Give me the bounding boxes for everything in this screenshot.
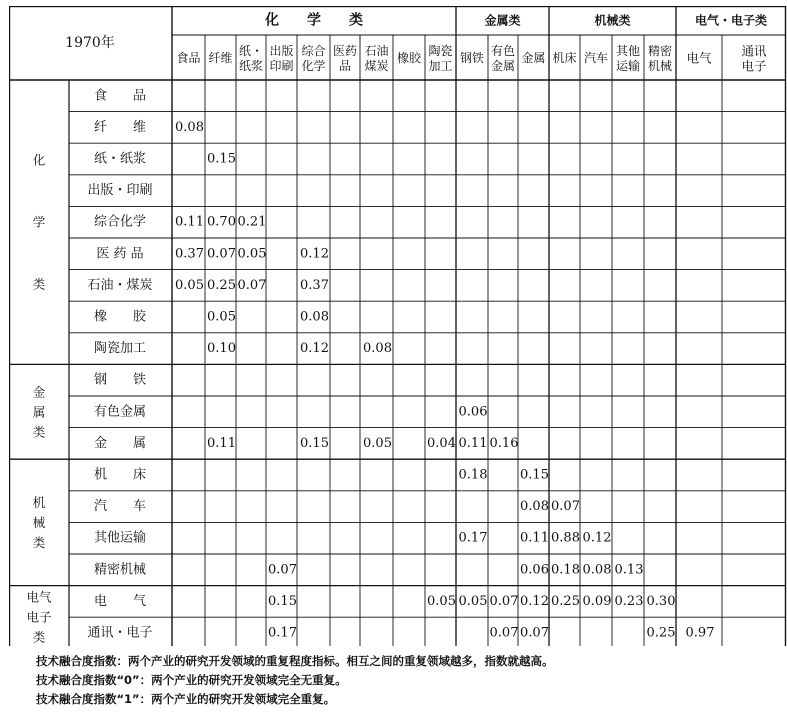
cell-value: 0.07 xyxy=(489,625,519,641)
cell-value: 0.05 xyxy=(207,309,236,325)
column-label: 综合 xyxy=(301,44,326,58)
cell-value: 0.08 xyxy=(175,119,204,135)
column-label: 钢铁 xyxy=(459,51,485,65)
cell-value: 0.12 xyxy=(300,341,329,357)
cell-value: 0.18 xyxy=(551,562,580,578)
cell-value: 0.08 xyxy=(363,341,392,357)
column-group-label: 机械类 xyxy=(594,13,631,28)
note-definition: 技术融合度指数：两个产业的研究开发领域的重复程度指标。相互之间的重复领域越多，指数就越高。 xyxy=(36,654,554,668)
column-label: 电子 xyxy=(741,58,767,74)
row-group-label: 电子 xyxy=(26,609,52,625)
cell-value: 0.15 xyxy=(268,593,297,609)
row-label: 纤 维 xyxy=(93,119,147,135)
cell-value: 0.25 xyxy=(646,625,676,641)
row-label: 机 床 xyxy=(93,467,147,483)
row-group-label: 化 xyxy=(32,152,46,168)
column-group-label: 化 学 类 xyxy=(265,12,363,29)
cell-value: 0.07 xyxy=(551,499,580,515)
row-group-label: 类 xyxy=(32,534,46,550)
row-label: 医 药 品 xyxy=(96,246,144,262)
note-zero: 技术融合度指数“0”：两个产业的研究开发领域完全无重复。 xyxy=(36,673,347,687)
row-label: 石油・煤炭 xyxy=(87,277,153,293)
cell-value: 0.07 xyxy=(520,625,549,641)
cell-value: 0.37 xyxy=(175,246,204,262)
column-label: 汽车 xyxy=(583,51,609,65)
column-label: 电气 xyxy=(686,50,712,66)
row-label: 钢 铁 xyxy=(93,372,147,388)
column-label: 金属 xyxy=(490,59,516,73)
row-group-label: 类 xyxy=(32,276,46,292)
cell-value: 0.23 xyxy=(614,593,644,609)
row-group-label: 属 xyxy=(32,404,46,420)
row-label: 综合化学 xyxy=(93,214,147,230)
cell-value: 0.97 xyxy=(685,625,715,641)
column-label: 机械 xyxy=(647,59,673,73)
column-label: 食品 xyxy=(176,51,201,65)
cell-value: 0.05 xyxy=(427,593,456,609)
row-label: 通讯・电子 xyxy=(87,625,153,641)
row-label: 汽 车 xyxy=(93,499,147,515)
cell-value: 0.11 xyxy=(458,435,488,451)
column-label: 有色 xyxy=(490,44,516,58)
fusion-index-table xyxy=(9,6,787,646)
cell-value: 0.06 xyxy=(458,404,488,420)
cell-value: 0.08 xyxy=(300,309,329,325)
column-label: 印刷 xyxy=(269,59,294,73)
row-label: 电 气 xyxy=(93,593,147,609)
row-label: 纸・纸浆 xyxy=(93,151,147,167)
cell-value: 0.11 xyxy=(520,530,549,546)
column-label: 其他 xyxy=(615,44,641,58)
cell-value: 0.07 xyxy=(489,593,519,609)
cell-value: 0.05 xyxy=(458,593,488,609)
column-label: 机床 xyxy=(552,51,577,65)
cell-value: 0.25 xyxy=(207,277,236,293)
cell-value: 0.08 xyxy=(520,499,549,515)
cell-value: 0.05 xyxy=(363,435,392,451)
column-label: 橡胶 xyxy=(396,51,422,65)
cell-value: 0.15 xyxy=(300,435,329,451)
cell-value: 0.21 xyxy=(237,214,267,230)
cell-value: 0.07 xyxy=(207,246,236,262)
column-label: 陶瓷 xyxy=(428,44,453,58)
cell-value: 0.05 xyxy=(237,246,267,262)
cell-value: 0.18 xyxy=(458,467,488,483)
column-label: 纤维 xyxy=(208,51,233,65)
column-label: 医药 xyxy=(332,44,358,58)
row-label: 橡 胶 xyxy=(93,309,147,325)
cell-value: 0.17 xyxy=(458,530,488,546)
cell-value: 0.12 xyxy=(582,530,612,546)
cell-value: 0.11 xyxy=(175,214,204,230)
row-label: 其他运输 xyxy=(93,530,147,546)
cell-value: 0.10 xyxy=(207,341,236,357)
row-group-label: 学 xyxy=(32,214,46,230)
cell-value: 0.11 xyxy=(207,435,236,451)
cell-value: 0.07 xyxy=(268,562,297,578)
cell-value: 0.25 xyxy=(551,593,580,609)
cell-value: 0.08 xyxy=(582,562,612,578)
year-label: 1970年 xyxy=(65,35,115,51)
cell-value: 0.17 xyxy=(268,625,297,641)
column-label: 石油 xyxy=(364,44,389,58)
column-label: 化学 xyxy=(301,59,326,73)
cell-value: 0.13 xyxy=(614,562,644,578)
column-group-label: 金属类 xyxy=(484,13,521,28)
cell-value: 0.04 xyxy=(427,435,456,451)
row-label: 有色金属 xyxy=(93,404,147,420)
row-group-label: 械 xyxy=(32,514,46,530)
notes xyxy=(36,652,786,709)
column-label: 运输 xyxy=(615,59,641,73)
row-label: 精密机械 xyxy=(93,562,147,578)
column-label: 纸・ xyxy=(238,44,264,58)
cell-value: 0.70 xyxy=(207,214,236,230)
column-label: 金属 xyxy=(521,51,546,65)
cell-value: 0.06 xyxy=(520,562,549,578)
row-label: 食 品 xyxy=(93,88,147,104)
column-label: 精密 xyxy=(647,44,673,58)
cell-value: 0.12 xyxy=(520,593,549,609)
column-label: 煤炭 xyxy=(364,59,389,73)
column-label: 加工 xyxy=(428,59,453,73)
row-label: 陶瓷加工 xyxy=(93,341,147,357)
cell-value: 0.12 xyxy=(300,246,329,262)
note-one: 技术融合度指数“1”：两个产业的研究开发领域完全重复。 xyxy=(36,692,336,706)
column-label: 品 xyxy=(338,59,352,73)
cell-value: 0.37 xyxy=(300,277,329,293)
column-group-label: 电气・电子类 xyxy=(694,13,768,28)
row-label: 出版・印刷 xyxy=(87,183,153,199)
cell-value: 0.07 xyxy=(237,277,267,293)
cell-value: 0.88 xyxy=(551,530,580,546)
cell-value: 0.16 xyxy=(489,435,519,451)
row-group-label: 金 xyxy=(32,384,46,400)
row-group-label: 类 xyxy=(32,629,46,645)
row-label: 金 属 xyxy=(93,435,147,451)
cell-value: 0.09 xyxy=(582,593,612,609)
row-group-label: 电气 xyxy=(26,589,52,605)
row-group-label: 类 xyxy=(32,424,46,440)
column-label: 纸浆 xyxy=(238,59,264,73)
cell-value: 0.30 xyxy=(646,593,676,609)
column-label: 出版 xyxy=(269,44,294,58)
column-label: 通讯 xyxy=(741,43,767,59)
cell-value: 0.15 xyxy=(520,467,549,483)
cell-value: 0.05 xyxy=(175,277,204,293)
row-group-label: 机 xyxy=(32,494,46,510)
cell-value: 0.15 xyxy=(207,151,236,167)
